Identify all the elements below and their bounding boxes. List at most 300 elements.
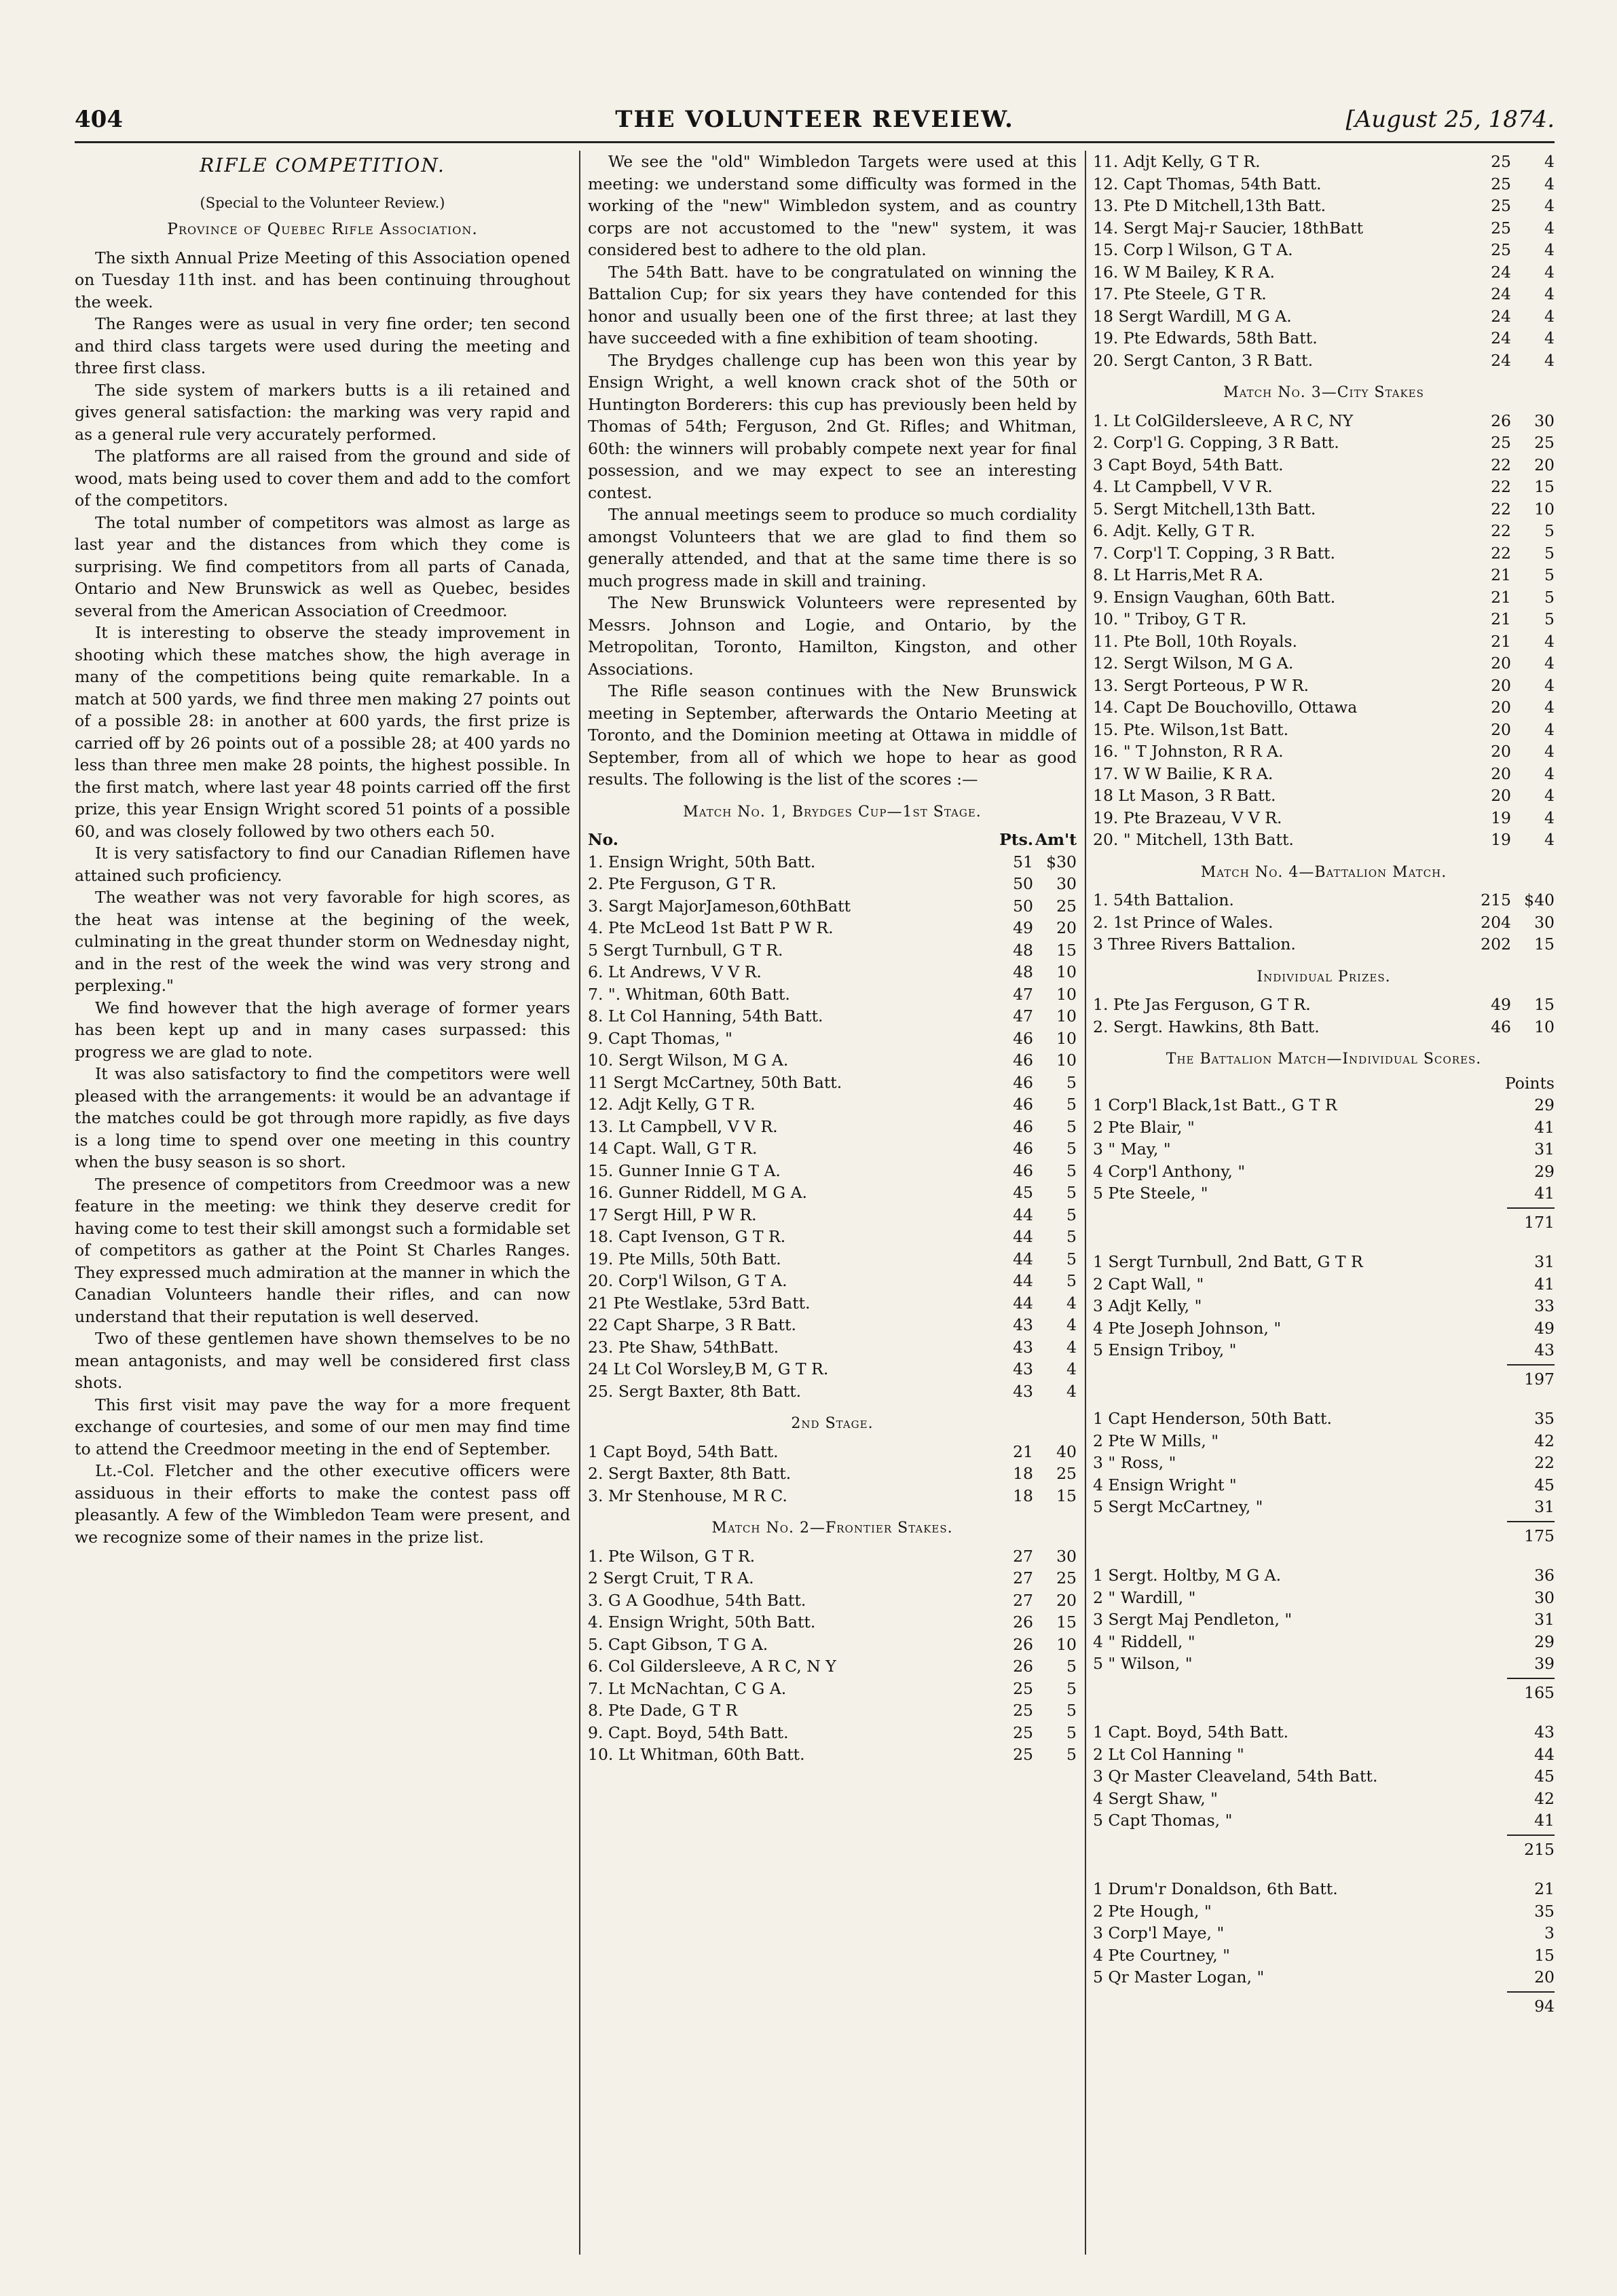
points: 30 [1534, 1587, 1555, 1607]
table-row [588, 1270, 1077, 1292]
points: 19 [1491, 830, 1511, 849]
table-row [1093, 1788, 1555, 1810]
entrant-name: 12. Adjt Kelly, G T R. [588, 1095, 756, 1114]
entrant-name: 2. 1st Prince of Wales. [1093, 912, 1274, 932]
points: 24 [1491, 306, 1511, 326]
points: 49 [1534, 1318, 1555, 1338]
col-amt: Am't [1035, 830, 1077, 849]
entrant-name: 1 Sergt. Holtby, M G A. [1093, 1566, 1282, 1585]
paragraph: Lt.-Col. Fletcher and the other executive officers were assiduous in their efforts to make the contest pass off pleasantly. A few of the Wimbledon Team were present, and we recognize some of their names in the prize list. [75, 1461, 570, 1547]
entrant-name: 3 " Ross, " [1093, 1453, 1176, 1472]
points: 20 [1534, 1968, 1555, 1987]
entrant-name: 1 Corp'l Black,1st Batt., G T R [1093, 1095, 1337, 1114]
prize-amount: 4 [1544, 675, 1555, 695]
prize-amount: 30 [1534, 411, 1555, 430]
prize-amount: 4 [1544, 698, 1555, 717]
entrant-name: 3 Corp'l Maye, " [1093, 1923, 1225, 1942]
entrant-name: 16. W M Bailey, K R A. [1093, 262, 1275, 282]
table-row [588, 873, 1077, 895]
points: 29 [1534, 1632, 1555, 1651]
group-total [1093, 1521, 1555, 1547]
entrant-name: 2 Sergt Cruit, T R A. [588, 1568, 754, 1587]
match4-title: Match No. 4—Battalion Match. [1200, 863, 1447, 881]
issue-date: [August 25, 1874. [1345, 106, 1555, 133]
points: 43 [1534, 1340, 1555, 1359]
paragraph: The 54th Batt. have to be congratulated on winning the Battalion Cup; for six years they have contended for this honor and usually been one of the first three; at last they have succeeded with a fine exhibition of team shooting. [588, 262, 1077, 347]
entrant-name: 19. Pte Edwards, 58th Batt. [1093, 328, 1318, 347]
points: 46 [1013, 1095, 1033, 1114]
table-row [588, 1567, 1077, 1589]
entrant-name: 11 Sergt McCartney, 50th Batt. [588, 1072, 842, 1092]
header-rule [75, 141, 1555, 143]
prize-amount: 15 [1056, 1613, 1077, 1632]
paragraph: The platforms are all raised from the ground and side of wood, mats being used to cover them and add to the comfort of the competitors. [75, 447, 570, 510]
table-row [588, 1072, 1077, 1094]
entrant-name: 4 Pte Joseph Johnson, " [1093, 1318, 1282, 1338]
points-label: Points [1504, 1073, 1555, 1093]
entrant-name: 12. Sergt Wilson, M G A. [1093, 654, 1294, 673]
entrant-name: 6. Adjt. Kelly, G T R. [1093, 521, 1256, 540]
table-row [1093, 1273, 1555, 1296]
individual-table [1093, 994, 1555, 1038]
points: 43 [1534, 1723, 1555, 1742]
entrant-name: 5. Sergt Mitchell,13th Batt. [1093, 499, 1316, 519]
special-note: (Special to the Volunteer Review.) [200, 194, 445, 211]
points: 27 [1013, 1568, 1033, 1587]
points: 31 [1534, 1497, 1555, 1516]
prize-amount: 15 [1534, 935, 1555, 954]
entrant-name: 2 Lt Col Hanning " [1093, 1744, 1244, 1764]
prize-amount: 4 [1544, 306, 1555, 326]
newspaper-page [75, 102, 1555, 2260]
association-name: Province of Quebec Rifle Association. [167, 219, 478, 238]
table-row [588, 895, 1077, 918]
paragraph: The Brydges challenge cup has been won this year by Ensign Wright, a well known crack shot of the 50th or Huntington Borderers: this cup has previously been held by Thomas of 54th; Ferguson, 2nd Gt. Rifles; and Whitman, 60th: the winners will probably compete next year for final possession, and we may expect to see an interesting contest. [588, 350, 1077, 502]
table-row [588, 1116, 1077, 1138]
entrant-name: 4. Lt Campbell, V V R. [1093, 477, 1273, 496]
table-row [1093, 719, 1555, 741]
points: 41 [1534, 1117, 1555, 1137]
table-row [1093, 1317, 1555, 1340]
points: 18 [1013, 1464, 1033, 1483]
article-body [75, 247, 570, 1549]
column-3 [1093, 151, 1555, 2255]
entrant-name: 25. Sergt Baxter, 8th Batt. [588, 1381, 802, 1401]
paragraph: The total number of competitors was almost as large as last year and the distances from which they come is surprising. We find competitors from all parts of Canada, Ontario and New Brunswick as well as Quebec, besides several from the American Association of Creedmoor. [75, 512, 570, 620]
entrant-name: 13. Sergt Porteous, P W R. [1093, 675, 1309, 695]
points: 42 [1534, 1431, 1555, 1450]
table-row [1093, 1408, 1555, 1430]
entrant-name: 18. Capt Ivenson, G T R. [588, 1227, 786, 1246]
table-row [588, 1678, 1077, 1700]
group-total [1093, 1678, 1555, 1704]
match3-table [1093, 410, 1555, 851]
points: 33 [1534, 1296, 1555, 1315]
table-row [588, 917, 1077, 939]
match2-title: Match No. 2—Frontier Stakes. [711, 1520, 953, 1537]
entrant-name: 10. Sergt Wilson, M G A. [588, 1051, 789, 1070]
table-row [1093, 1116, 1555, 1139]
points: 25 [1013, 1745, 1033, 1764]
entrant-name: 9. Ensign Vaughan, 60th Batt. [1093, 587, 1336, 607]
points: 22 [1491, 499, 1511, 519]
points: 45 [1534, 1767, 1555, 1786]
points: 204 [1481, 912, 1511, 932]
table-row [588, 983, 1077, 1006]
prize-amount: 5 [1544, 565, 1555, 584]
table-row [1093, 1900, 1555, 1923]
table-row [1093, 1016, 1555, 1038]
entrant-name: 4 Corp'l Anthony, " [1093, 1161, 1246, 1181]
table-row [1093, 173, 1555, 195]
points: 45 [1013, 1183, 1033, 1202]
table-row [1093, 1295, 1555, 1317]
points: 45 [1534, 1475, 1555, 1494]
table-row [1093, 933, 1555, 956]
points: 21 [1013, 1442, 1033, 1461]
points: 22 [1534, 1453, 1555, 1472]
prize-amount: 5 [1066, 1095, 1077, 1114]
prize-amount: 4 [1066, 1337, 1077, 1357]
points: 29 [1534, 1095, 1555, 1114]
entrant-name: 11. Adjt Kelly, G T R. [1093, 152, 1261, 171]
col-pts: Pts. [999, 830, 1033, 849]
prize-amount: 40 [1056, 1442, 1077, 1461]
group-total [1093, 1364, 1555, 1391]
score-group [1093, 1878, 1555, 2017]
entrant-name: 24 Lt Col Worsley,B M, G T R. [588, 1359, 829, 1378]
points: 44 [1013, 1227, 1033, 1246]
score-group [1093, 1721, 1555, 1860]
prize-amount: 20 [1056, 918, 1077, 937]
table-row [1093, 1631, 1555, 1653]
table-row [1093, 889, 1555, 911]
entrant-name: 5. Capt Gibson, T G A. [588, 1634, 768, 1654]
prize-amount: 15 [1534, 477, 1555, 496]
table-row [588, 1248, 1077, 1271]
points: 41 [1534, 1274, 1555, 1294]
entrant-name: 5 Ensign Triboy, " [1093, 1340, 1237, 1359]
table-row [1093, 195, 1555, 217]
table-row [588, 1226, 1077, 1248]
entrant-name: 7. Corp'l T. Copping, 3 R Batt. [1093, 543, 1335, 563]
page-header [75, 102, 1555, 143]
points: 21 [1491, 609, 1511, 628]
entrant-name: 15. Corp l Wilson, G T A. [1093, 240, 1293, 259]
table-row [1093, 1138, 1555, 1161]
table-row [1093, 432, 1555, 454]
entrant-name: 7. ". Whitman, 60th Batt. [588, 984, 790, 1004]
table-row [1093, 1094, 1555, 1116]
table-row [588, 1160, 1077, 1182]
points: 31 [1534, 1252, 1555, 1271]
prize-amount: 10 [1534, 1017, 1555, 1036]
prize-amount: 4 [1544, 262, 1555, 282]
prize-amount: 5 [1066, 1745, 1077, 1764]
entrant-name: 1 Capt. Boyd, 54th Batt. [1093, 1723, 1289, 1742]
prize-amount: 10 [1056, 984, 1077, 1004]
column-divider [1085, 151, 1086, 2255]
points: 41 [1534, 1811, 1555, 1830]
page-number: 404 [75, 106, 123, 133]
entrant-name: 1 Drum'r Donaldson, 6th Batt. [1093, 1879, 1338, 1898]
prize-amount: 15 [1056, 1486, 1077, 1505]
paragraph: The annual meetings seem to produce so much cordiality amongst Volunteers that we are glad to find them so generally attended, and that at the same time there is so much progress made in skill and training. [588, 505, 1077, 590]
table-row [588, 1380, 1077, 1403]
table-row [1093, 564, 1555, 586]
points: 43 [1013, 1381, 1033, 1401]
prize-amount: 5 [1066, 1723, 1077, 1742]
prize-amount: 5 [1066, 1701, 1077, 1720]
entrant-name: 8. Lt Col Hanning, 54th Batt. [588, 1006, 823, 1025]
table-row [1093, 785, 1555, 807]
entrant-name: 4 Pte Courtney, " [1093, 1945, 1230, 1965]
prize-amount: 4 [1544, 786, 1555, 805]
prize-amount: 5 [1066, 1657, 1077, 1676]
table-row [1093, 1944, 1555, 1967]
table-row [1093, 763, 1555, 785]
entrant-name: 18 Lt Mason, 3 R Batt. [1093, 786, 1276, 805]
table-row [1093, 631, 1555, 653]
prize-amount: 4 [1544, 742, 1555, 761]
stage2-title: 2nd Stage. [791, 1415, 874, 1432]
prize-amount: 5 [1544, 609, 1555, 628]
points: 21 [1491, 631, 1511, 651]
prize-amount: 30 [1056, 1546, 1077, 1566]
entrant-name: 1. Pte Jas Ferguson, G T R. [1093, 995, 1311, 1014]
points: 20 [1491, 675, 1511, 695]
match1-title: Match No. 1, Brydges Cup—1st Stage. [683, 803, 982, 821]
score-group [1093, 1094, 1555, 1233]
table-row [1093, 305, 1555, 328]
entrant-name: 4. Ensign Wright, 50th Batt. [588, 1613, 816, 1632]
score-group [1093, 1251, 1555, 1390]
total-points: 171 [1507, 1207, 1555, 1234]
points: 48 [1013, 962, 1033, 981]
total-points: 197 [1507, 1364, 1555, 1391]
points: 22 [1491, 477, 1511, 496]
table-row [1093, 1161, 1555, 1183]
table-row [588, 1485, 1077, 1507]
paragraph: The Ranges were as usual in very fine order; ten second and third class targets were used during the meeting and three first class. [75, 314, 570, 377]
prize-amount: 20 [1534, 455, 1555, 474]
points: 20 [1491, 654, 1511, 673]
points: 25 [1013, 1723, 1033, 1742]
points: 44 [1013, 1249, 1033, 1268]
prize-amount: 4 [1544, 152, 1555, 171]
table-row [1093, 1251, 1555, 1273]
entrant-name: 12. Capt Thomas, 54th Batt. [1093, 174, 1322, 193]
points: 24 [1491, 328, 1511, 347]
prize-amount: 4 [1544, 631, 1555, 651]
prize-amount: 5 [1066, 1116, 1077, 1136]
points: 24 [1491, 284, 1511, 303]
table-row [1093, 740, 1555, 763]
entrant-name: 19. Pte Mills, 50th Batt. [588, 1249, 781, 1268]
prize-amount: 4 [1544, 830, 1555, 849]
prize-amount: 5 [1066, 1205, 1077, 1224]
table-row [1093, 327, 1555, 350]
entrant-name: 5 Capt Thomas, " [1093, 1811, 1233, 1830]
points: 202 [1481, 935, 1511, 954]
table-row [588, 1049, 1077, 1072]
table-row [1093, 1496, 1555, 1518]
table-row [588, 1336, 1077, 1359]
paragraph: The presence of competitors from Creedmoor was a new feature in the meeting: we think they deserve credit for having come to test their skill amongst such a formidable set of competitors as gather at the Point St Charles Ranges. They expressed much admiration at the manner in which the Canadian Volunteers handle their rifles, and can now understand that their reputation is well deserved. [75, 1174, 570, 1326]
points: 25 [1491, 433, 1511, 452]
entrant-name: 2 Pte W Mills, " [1093, 1431, 1219, 1450]
prize-amount: 10 [1056, 1006, 1077, 1025]
prize-amount: 4 [1544, 196, 1555, 215]
points: 47 [1013, 984, 1033, 1004]
prize-amount: 10 [1056, 1028, 1077, 1048]
prize-amount: 4 [1066, 1293, 1077, 1313]
total-points: 94 [1507, 1991, 1555, 2018]
battalion-scores-title: The Battalion Match—Individual Scores. [1166, 1051, 1482, 1068]
entrant-name: 3. Mr Stenhouse, M R C. [588, 1486, 787, 1505]
entrant-name: 20. Corp'l Wilson, G T A. [588, 1271, 787, 1290]
points: 20 [1491, 698, 1511, 717]
paragraph: The New Brunswick Volunteers were represented by Messrs. Johnson and Logie, and Ontario, by the Metropolitan, Toronto, Hamilton, Kingston, and other Associations. [588, 593, 1077, 679]
entrant-name: 17. W W Bailie, K R A. [1093, 764, 1274, 783]
paragraph: It is very satisfactory to find our Canadian Riflemen have attained such proficiency. [75, 844, 570, 885]
prize-amount: 20 [1056, 1590, 1077, 1610]
table-row [588, 1655, 1077, 1678]
points: 20 [1491, 764, 1511, 783]
table-row [1093, 151, 1555, 173]
prize-amount: $40 [1524, 890, 1555, 909]
points: 46 [1491, 1017, 1511, 1036]
table-row [1093, 1339, 1555, 1361]
entrant-name: 7. Lt McNachtan, C G A. [588, 1678, 787, 1698]
table-row [1093, 1474, 1555, 1497]
points: 43 [1013, 1337, 1033, 1357]
table-row [1093, 261, 1555, 284]
entrant-name: 3 Qr Master Cleaveland, 54th Batt. [1093, 1767, 1378, 1786]
entrant-name: 15. Gunner Innie G T A. [588, 1161, 781, 1180]
prize-amount: 10 [1056, 962, 1077, 981]
entrant-name: 1. Pte Wilson, G T R. [588, 1546, 756, 1566]
table-row [588, 1314, 1077, 1336]
entrant-name: 17 Sergt Hill, P W R. [588, 1205, 757, 1224]
points: 50 [1013, 896, 1033, 916]
table-row [588, 1182, 1077, 1204]
points: 44 [1534, 1744, 1555, 1764]
table-row [1093, 586, 1555, 609]
points: 25 [1491, 240, 1511, 259]
column-1 [75, 151, 570, 2255]
entrant-name: 4 Sergt Shaw, " [1093, 1788, 1218, 1808]
table-row [1093, 350, 1555, 372]
article-heading: RIFLE COMPETITION. [200, 154, 445, 176]
points: 24 [1491, 350, 1511, 370]
points: 19 [1491, 808, 1511, 827]
table-row [1093, 807, 1555, 829]
points: 44 [1013, 1293, 1033, 1313]
entrant-name: 1. Ensign Wright, 50th Batt. [588, 852, 816, 871]
entrant-name: 20. Sergt Canton, 3 R Batt. [1093, 350, 1314, 370]
entrant-name: 1 Sergt Turnbull, 2nd Batt, G T R [1093, 1252, 1363, 1271]
table-row [588, 1441, 1077, 1463]
entrant-name: 1. 54th Battalion. [1093, 890, 1234, 909]
points: 36 [1534, 1566, 1555, 1585]
entrant-name: 5 Pte Steele, " [1093, 1184, 1208, 1203]
points: 20 [1491, 786, 1511, 805]
entrant-name: 19. Pte Brazeau, V V R. [1093, 808, 1282, 827]
paragraph: The sixth Annual Prize Meeting of this Association opened on Tuesday 11th inst. and has been continuing throughout the week. [75, 248, 570, 312]
entrant-name: 1. Lt ColGildersleeve, A R C, NY [1093, 411, 1354, 430]
paragraph: The Rifle season continues with the New Brunswick meeting in September, afterwards the Ontario Meeting at Toronto, and the Dominion meeting at Ottawa in middle of September, from all of which we hope to hear as good results. The following is the list of the scores :— [588, 681, 1077, 789]
entrant-name: 9. Capt Thomas, " [588, 1028, 732, 1048]
table-row [1093, 1765, 1555, 1788]
individual-title: Individual Prizes. [1257, 968, 1391, 985]
entrant-name: 2 Pte Blair, " [1093, 1117, 1195, 1137]
entrant-name: 2. Pte Ferguson, G T R. [588, 874, 777, 893]
paragraph: We see the "old" Wimbledon Targets were used at this meeting: we understand some difficulty was formed in the working of the "new" Wimbledon system, and as country corps are not accustomed to the "new" system, it was considered best to adhere to the old plan. [588, 152, 1077, 259]
entrant-name: 1 Capt Boyd, 54th Batt. [588, 1442, 779, 1461]
entrant-name: 5 " Wilson, " [1093, 1654, 1193, 1673]
prize-amount: 15 [1056, 940, 1077, 960]
entrant-name: 4 " Riddell, " [1093, 1632, 1195, 1651]
col-no: No. [588, 830, 618, 849]
table-row [1093, 652, 1555, 675]
prize-amount: $30 [1046, 852, 1077, 871]
prize-amount: 5 [1066, 1072, 1077, 1092]
article-body-cont [588, 151, 1077, 791]
points: 49 [1013, 918, 1033, 937]
points: 49 [1491, 995, 1511, 1014]
points: 47 [1013, 1006, 1033, 1025]
table-row [588, 1634, 1077, 1656]
paragraph: The side system of markers butts is a ili retained and gives general satisfaction: the marking was very rapid and as a general rule very accurately performed. [75, 380, 570, 444]
points: 25 [1491, 152, 1511, 171]
points: 43 [1013, 1359, 1033, 1378]
points: 35 [1534, 1901, 1555, 1921]
table-row [588, 1358, 1077, 1380]
score-group [1093, 1408, 1555, 1547]
paragraph: The weather was not very favorable for high scores, as the heat was intense at the begining of the week, culminating in the great thunder storm on Wednesday night, and in the rest of the week the wind was very strong and perplexing." [75, 888, 570, 995]
entrant-name: 3 Three Rivers Battalion. [1093, 935, 1296, 954]
entrant-name: 22 Capt Sharpe, 3 R Batt. [588, 1315, 796, 1334]
entrant-name: 3 Adjt Kelly, " [1093, 1296, 1202, 1315]
entrant-name: 15. Pte. Wilson,1st Batt. [1093, 719, 1289, 739]
prize-amount: 4 [1544, 350, 1555, 370]
table-row [588, 961, 1077, 983]
match1-header [588, 829, 1077, 851]
prize-amount: 25 [1534, 433, 1555, 452]
points: 46 [1013, 1051, 1033, 1070]
prize-amount: 5 [1544, 543, 1555, 563]
table-row [1093, 1587, 1555, 1609]
table-row [1093, 994, 1555, 1016]
prize-amount: 5 [1066, 1678, 1077, 1698]
prize-amount: 4 [1544, 174, 1555, 193]
table-row [588, 1292, 1077, 1315]
entrant-name: 21 Pte Westlake, 53rd Batt. [588, 1293, 811, 1313]
points: 27 [1013, 1590, 1033, 1610]
entrant-name: 5 Sergt Turnbull, G T R. [588, 940, 783, 960]
table-row [1093, 1922, 1555, 1944]
table-row [1093, 1182, 1555, 1205]
table-row [588, 1137, 1077, 1160]
entrant-name: 3 Capt Boyd, 54th Batt. [1093, 455, 1284, 474]
entrant-name: 20. " Mitchell, 13th Batt. [1093, 830, 1294, 849]
entrant-name: 16. Gunner Riddell, M G A. [588, 1183, 808, 1202]
points: 26 [1013, 1657, 1033, 1676]
prize-amount: 30 [1056, 874, 1077, 893]
points: 22 [1491, 543, 1511, 563]
paragraph: It was also satisfactory to find the competitors were well pleased with the arrangements: it would be an advantage if the matches could be got through more rapidly, as five days is a long time to spend over one meeting in this country when the busy season is so short. [75, 1064, 570, 1171]
